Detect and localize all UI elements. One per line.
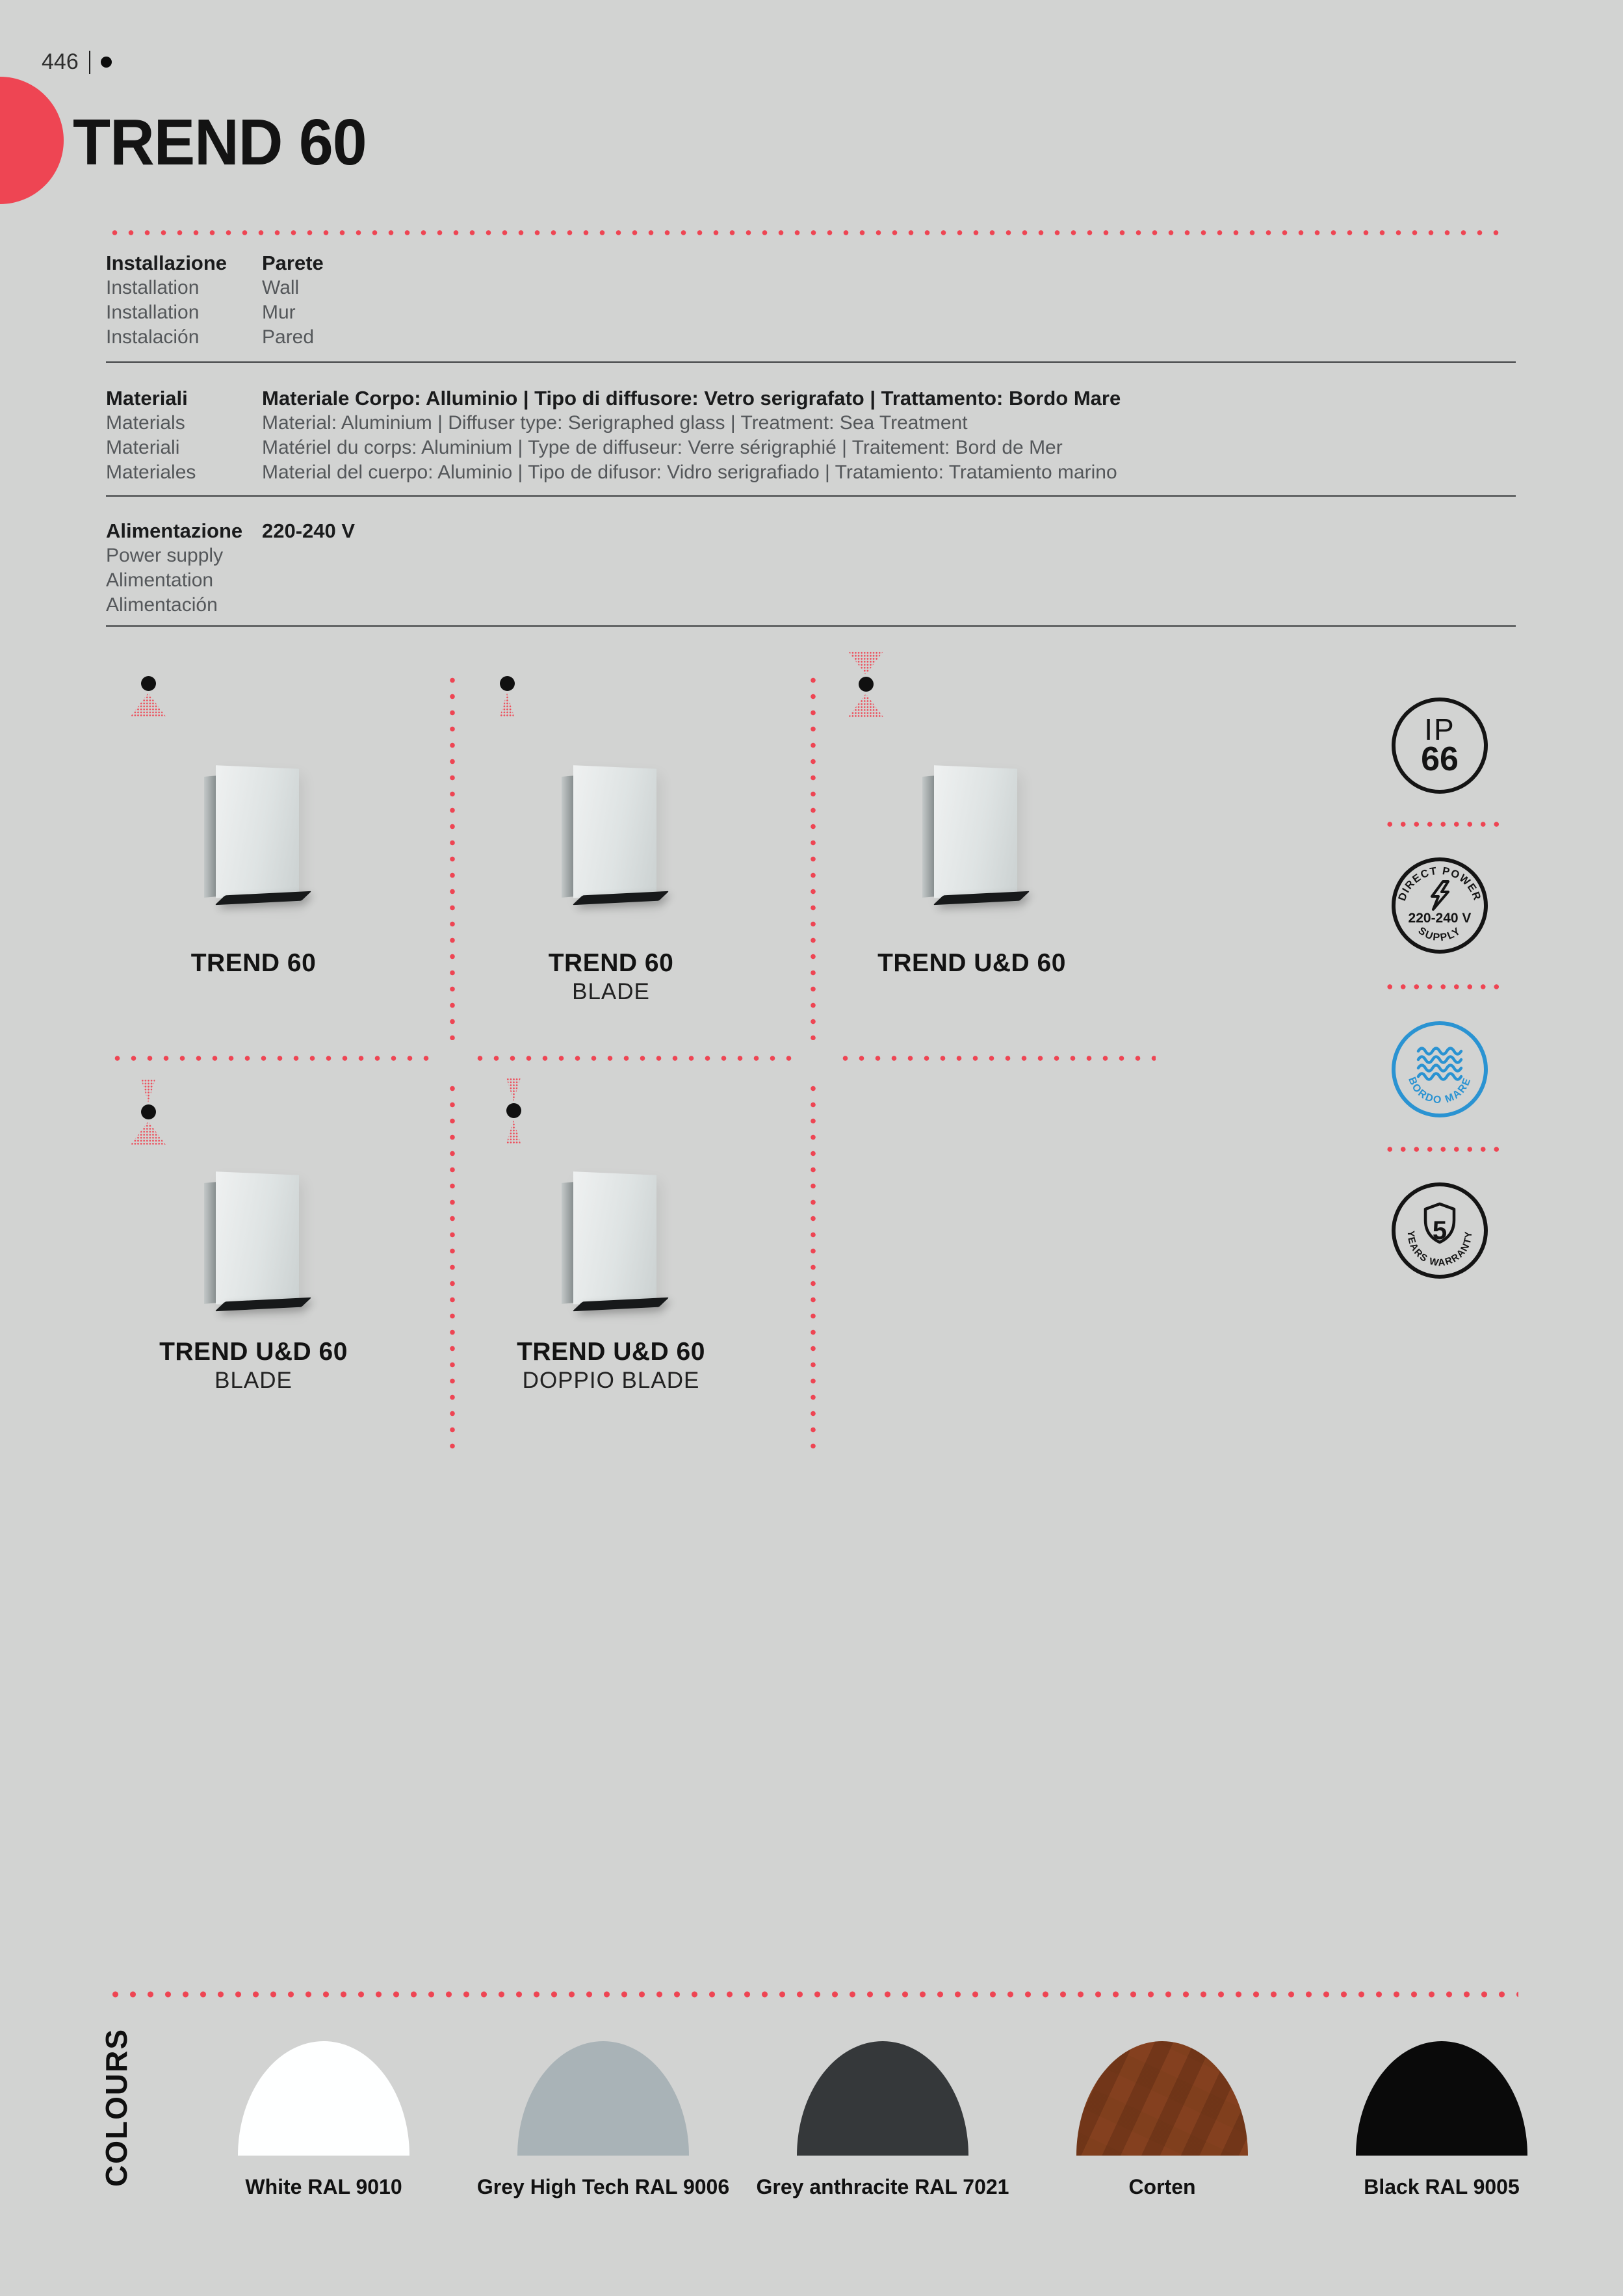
- product-image-trend-60: [196, 761, 311, 913]
- product-name: TREND 60: [190, 949, 317, 977]
- spec-label-materials: Materiali Materials Materiali Materiales: [106, 387, 196, 483]
- colour-swatch-white: [238, 2041, 409, 2156]
- ip66-badge-icon: [1391, 697, 1488, 794]
- page-header: [42, 49, 112, 75]
- ip-text: IP: [1424, 712, 1455, 746]
- product-image-trend-60-blade: [554, 761, 668, 913]
- product-name: TREND U&D 60: [517, 1338, 705, 1366]
- warranty-arc-text: YEARS WARRANTY: [1405, 1230, 1475, 1269]
- spec-value-installation: Parete Wall Mur Pared: [262, 252, 324, 348]
- beam-down-wide-icon: [848, 694, 883, 717]
- badge-separator-3: [1383, 1145, 1503, 1153]
- colour-swatch-grey-anthracite: [797, 2041, 968, 2156]
- grid-hline-col2: [472, 1054, 792, 1062]
- product-subname: DOPPIO BLADE: [522, 1368, 700, 1393]
- page-title: TREND 60: [73, 106, 367, 179]
- dotted-divider-colours: [107, 1990, 1518, 1999]
- product-subname: BLADE: [214, 1368, 292, 1393]
- product-name: TREND 60: [548, 949, 674, 977]
- product-image-trend-ud-60-blade: [196, 1167, 311, 1319]
- product-subname: BLADE: [572, 979, 650, 1004]
- spec-label-power: Alimentazione Power supply Alimentation Alimentación: [106, 519, 243, 616]
- direct-power-arc-text: DIRECT POWER: [1396, 865, 1483, 903]
- beam-down-narrow-icon: [500, 693, 514, 716]
- beam-up-wide-icon: [848, 651, 883, 675]
- beam-icon-down-wide: [130, 676, 166, 716]
- colour-label: Corten: [1128, 2175, 1196, 2198]
- direct-power-badge-icon: [1391, 857, 1488, 954]
- bordo-mare-arc-text: BORDO MARE: [1406, 1075, 1474, 1106]
- spec-value-materials: Materiale Corpo: Alluminio | Tipo di diffusore: Vetro serigrafato | Trattamento: Bordo Mare Material: Aluminium | Diffuser type: Serigraphed glass | Treatment: Sea Treatment Matériel du corps: Aluminium | Type de diffuseur: Verre sérigraphié | Traitement: Bord de Mer Material del cuerpo: Aluminio | Tipo de difusor: Vidro serigrafiado | Tratamiento: Tratamiento marino: [262, 387, 1121, 483]
- bordo-mare-badge-icon: [1391, 1021, 1488, 1118]
- colour-label: Black RAL 9005: [1364, 2175, 1520, 2198]
- lightning-bolt-icon: [1432, 881, 1448, 909]
- svg-text:BORDO MARE: [1406, 1076, 1474, 1106]
- spec-divider-1: [106, 361, 1516, 363]
- warranty-badge-icon: [1391, 1182, 1488, 1279]
- beam-icon-up-narrow-down-wide: [130, 1079, 166, 1145]
- beam-icon-down-narrow: [489, 676, 525, 716]
- grid-vline-row2-a: [448, 1080, 456, 1452]
- product-name: TREND U&D 60: [877, 949, 1066, 977]
- beam-down-wide-icon: [131, 693, 166, 716]
- supply-arc-text: SUPPLY: [1416, 925, 1464, 944]
- beam-down-wide-icon: [131, 1121, 166, 1145]
- light-source-dot-icon: [506, 1103, 521, 1118]
- page-number: 446: [42, 49, 79, 74]
- light-source-dot-icon: [500, 676, 515, 691]
- svg-text:SUPPLY: [1416, 925, 1464, 943]
- colour-swatch-grey-high-tech: [517, 2041, 689, 2156]
- colour-swatch-black: [1356, 2041, 1527, 2156]
- beam-up-narrow-icon: [506, 1078, 521, 1101]
- colour-swatch-corten: [1076, 2041, 1248, 2156]
- grid-vline-row2-b: [809, 1080, 817, 1452]
- badge-separator-1: [1383, 820, 1503, 828]
- spec-value-power: 220-240 V: [262, 519, 356, 542]
- voltage-text: 220-240 V: [1408, 911, 1472, 926]
- spec-label-installation: Installazione Installation Installation Instalación: [106, 252, 227, 348]
- spec-divider-2: [106, 495, 1516, 497]
- beam-icon-up-down-wide: [848, 651, 884, 717]
- colour-label: Grey High Tech RAL 9006: [476, 2175, 730, 2198]
- product-image-trend-ud-60-doppio-blade: [554, 1167, 668, 1319]
- grid-hline-col1: [109, 1054, 429, 1062]
- waves-icon: [1418, 1049, 1461, 1080]
- badge-separator-2: [1383, 983, 1503, 991]
- spec-divider-3: [106, 625, 1516, 627]
- dotted-divider-top: [107, 229, 1509, 237]
- red-halfcircle-decoration: [0, 77, 64, 204]
- warranty-years: 5: [1432, 1216, 1448, 1245]
- beam-down-narrow-icon: [506, 1120, 521, 1143]
- beam-up-narrow-icon: [141, 1079, 155, 1102]
- product-name: TREND U&D 60: [159, 1338, 348, 1366]
- light-source-dot-icon: [141, 1104, 156, 1119]
- section-dot-icon: [101, 57, 112, 68]
- product-image-trend-ud-60: [915, 761, 1029, 913]
- grid-vline-row1-b: [809, 672, 817, 1040]
- colour-label: Grey anthracite RAL 7021: [756, 2175, 1009, 2198]
- page-number-divider: [89, 51, 90, 74]
- beam-icon-up-down-narrow: [495, 1078, 532, 1143]
- colour-label: White RAL 9010: [245, 2175, 402, 2198]
- light-source-dot-icon: [859, 677, 874, 692]
- ip-value: 66: [1421, 740, 1459, 778]
- light-source-dot-icon: [141, 676, 156, 691]
- grid-hline-col3: [837, 1054, 1156, 1062]
- colours-heading: COLOURS: [99, 2028, 133, 2187]
